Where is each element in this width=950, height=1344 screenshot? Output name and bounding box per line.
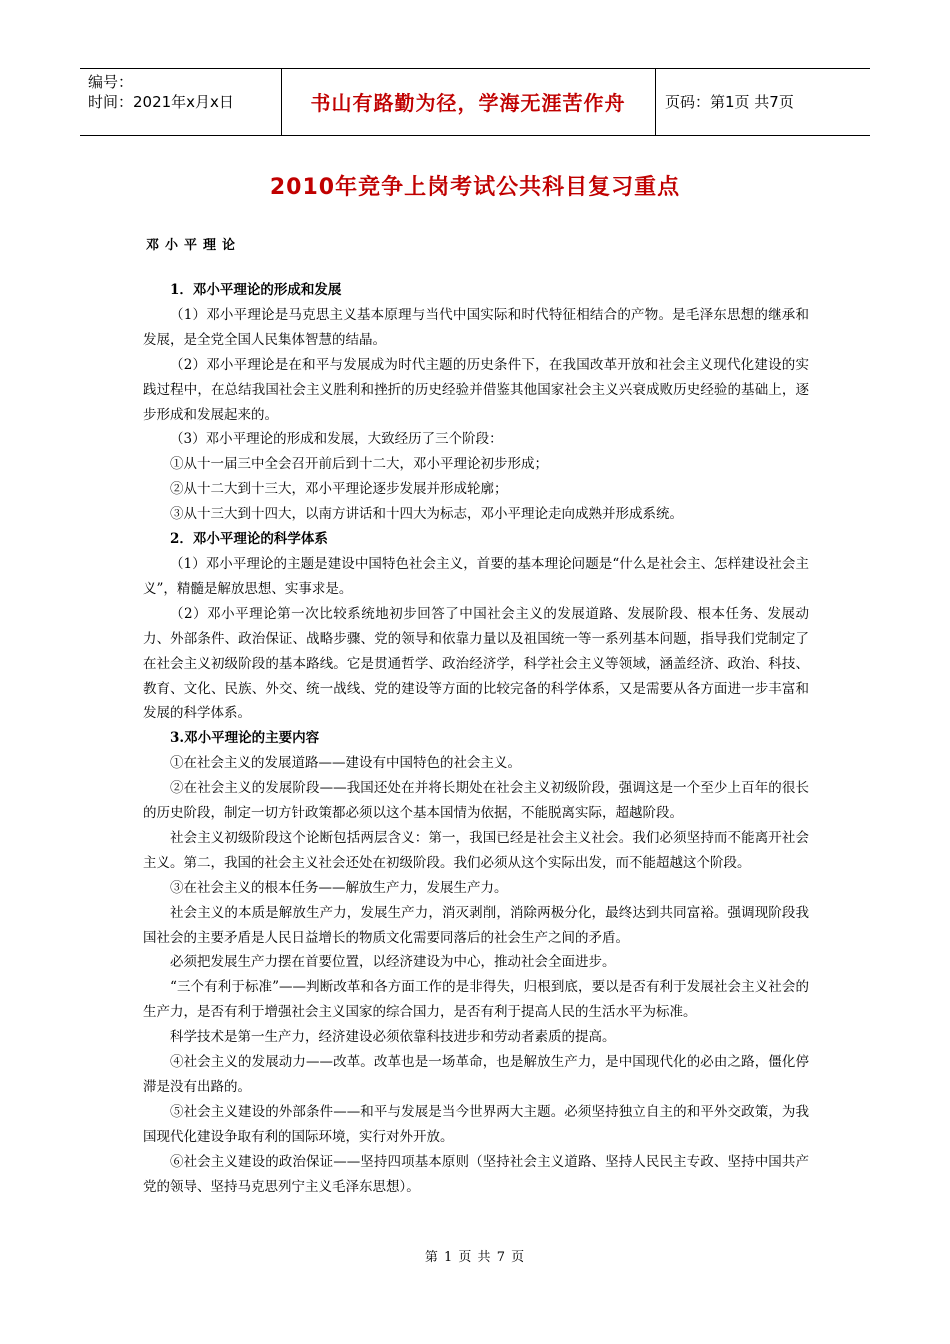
header-divider-2 — [655, 68, 656, 135]
body-paragraph: “三个有利于标准”——判断改革和各方面工作的是非得失，归根到底，要以是否有利于发展社会主义社会的生产力，是否有利于增强社会主义国家的综合国力，是否有利于提高人民的生活水平为标准。 — [143, 979, 809, 1021]
body-paragraph: 科学技术是第一生产力，经济建设必须依靠科技进步和劳动者素质的提高。 — [170, 1029, 616, 1046]
document-body — [143, 278, 809, 1200]
serial-label: 编号： — [88, 73, 134, 91]
document-title: 2010年竞争上岗考试公共科目复习重点 — [269, 175, 681, 200]
subsection-heading: 2．邓小平理论的科学体系 — [170, 531, 328, 548]
body-paragraph: ③从十三大到十四大，以南方讲话和十四大为标志，邓小平理论走向成熟并形成系统。 — [170, 506, 683, 523]
body-paragraph: ②在社会主义的发展阶段——我国还处在并将长期处在社会主义初级阶段，强调这是一个至少上百年的很长的历史阶段，制定一切方针政策都必须以这个基本国情为依据，不能脱离实际，超越阶段。 — [143, 780, 809, 822]
time-label: 时间：2021年x月x日 — [88, 93, 234, 111]
header-motto: 书山有路勤为径，学海无涯苦作舟 — [310, 91, 626, 115]
body-paragraph: （1）邓小平理论的主题是建设中国特色社会主义，首要的基本理论问题是“什么是社会主、怎样建设社会主义”，精髓是解放思想、实事求是。 — [143, 555, 809, 597]
body-paragraph: 社会主义初级阶段这个论断包括两层含义：第一，我国已经是社会主义社会。我们必须坚持而不能离开社会主义。第二，我国的社会主义社会还处在初级阶段。我们必须从这个实际出发，而不能超越这个阶段。 — [143, 829, 809, 871]
body-paragraph: 必须把发展生产力摆在首要位置，以经济建设为中心，推动社会全面进步。 — [170, 954, 616, 971]
body-paragraph: ③在社会主义的根本任务——解放生产力，发展生产力。 — [170, 879, 508, 896]
header-meta — [88, 72, 273, 112]
header-page-info: 页码：第1页 共7页 — [665, 93, 794, 111]
body-paragraph: （2）邓小平理论是在和平与发展成为时代主题的历史条件下，在我国改革开放和社会主义现代化建设的实践过程中，在总结我国社会主义胜利和挫折的历史经验并借鉴其他国家社会主义兴衰成败历史经验的基础上，逐步形成和发展起来的。 — [143, 356, 809, 423]
body-paragraph: （3）邓小平理论的形成和发展，大致经历了三个阶段： — [170, 431, 503, 448]
subsection-heading: 1．邓小平理论的形成和发展 — [170, 282, 342, 298]
body-paragraph: ②从十二大到十三大，邓小平理论逐步发展并形成轮廓； — [170, 481, 508, 498]
body-paragraph: ④社会主义的发展动力——改革。改革也是一场革命，也是解放生产力，是中国现代化的必由之路，僵化停滞是没有出路的。 — [143, 1054, 809, 1095]
header-rule-bottom — [80, 135, 870, 136]
section-heading: 邓小平理论 — [146, 238, 242, 253]
body-paragraph: （1）邓小平理论是马克思主义基本原理与当代中国实际和时代特征相结合的产物。是毛泽东思想的继承和发展，是全党全国人民集体智慧的结晶。 — [143, 306, 809, 348]
body-paragraph: （2）邓小平理论第一次比较系统地初步回答了中国社会主义的发展道路、发展阶段、根本任务、发展动力、外部条件、政治保证、战略步骤、党的领导和依靠力量以及祖国统一等一系列基本问题，指导我们党制定了在社会主义初级阶段的基本路线。它是贯通哲学、政治经济学，科学社会主义等领域，涵盖经济、政治、科技、教育、文化、民族、外交、统一战线、党的建设等方面的比较完备的科学体系，又是需要从各方面进一步丰富和发展的科学体系。 — [143, 605, 809, 722]
body-paragraph: ⑥社会主义建设的政治保证——坚持四项基本原则（坚持社会主义道路、坚持人民民主专政、坚持中国共产党的领导、坚持马克思列宁主义毛泽东思想）。 — [143, 1153, 809, 1195]
page-footer: 第 1 页 共 7 页 — [424, 1250, 526, 1265]
subsection-heading: 3.邓小平理论的主要内容 — [170, 730, 320, 747]
body-paragraph: ①在社会主义的发展道路——建设有中国特色的社会主义。 — [170, 755, 521, 772]
body-paragraph: ⑤社会主义建设的外部条件——和平与发展是当今世界两大主题。必须坚持独立自主的和平外交政策，为我国现代化建设争取有利的国际环境，实行对外开放。 — [143, 1103, 809, 1145]
body-paragraph: 社会主义的本质是解放生产力，发展生产力，消灭剥削，消除两极分化，最终达到共同富裕。强调现阶段我国社会的主要矛盾是人民日益增长的物质文化需要同落后的社会生产之间的矛盾。 — [143, 904, 809, 946]
body-paragraph: ①从十一届三中全会召开前后到十二大，邓小平理论初步形成； — [170, 456, 548, 473]
